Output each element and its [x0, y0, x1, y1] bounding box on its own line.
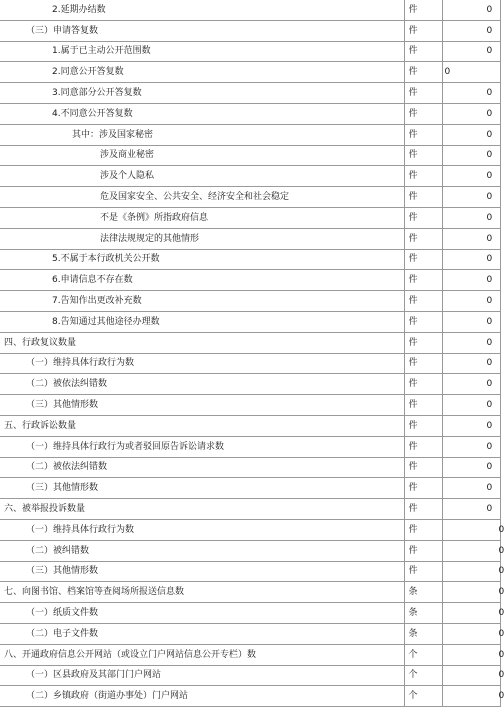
- row-label: 法律法规规定的其他情形: [0, 228, 404, 249]
- table-row: [0, 62, 500, 83]
- table-row: [0, 249, 500, 270]
- table-row: [0, 603, 500, 624]
- row-label: 六、被举报投诉数量: [0, 499, 404, 520]
- row-unit: 条: [404, 623, 442, 644]
- row-value: 0: [442, 332, 500, 353]
- table-row: [0, 83, 500, 104]
- row-unit: 件: [404, 374, 442, 395]
- row-unit: 件: [404, 0, 442, 20]
- row-unit: 件: [404, 561, 442, 582]
- row-value: 0: [442, 187, 500, 208]
- row-unit: 个: [404, 644, 442, 665]
- row-label: 2.延期办结数: [0, 0, 404, 20]
- table-row: [0, 332, 500, 353]
- row-value: 0: [442, 644, 500, 665]
- row-unit: 件: [404, 103, 442, 124]
- table-row: [0, 353, 500, 374]
- row-unit: 件: [404, 436, 442, 457]
- row-value: 0: [442, 686, 500, 707]
- table-row: [0, 686, 500, 707]
- row-unit: 件: [404, 395, 442, 416]
- table-row: [0, 207, 500, 228]
- table-row: [0, 540, 500, 561]
- table-row: [0, 478, 500, 499]
- row-value: 0: [442, 582, 500, 603]
- row-label: 5.不属于本行政机关公开数: [0, 249, 404, 270]
- row-unit: 件: [404, 311, 442, 332]
- row-label: （二）乡镇政府（街道办事处）门户网站: [0, 686, 404, 707]
- table-row: [0, 436, 500, 457]
- row-label: 八、开通政府信息公开网站（或设立门户网站信息公开专栏）数: [0, 644, 404, 665]
- row-label: （三）其他情形数: [0, 561, 404, 582]
- row-unit: 件: [404, 415, 442, 436]
- row-value: 0: [442, 0, 500, 20]
- row-value: 0: [442, 249, 500, 270]
- table-row: [0, 415, 500, 436]
- row-label: 七、向图书馆、档案馆等查阅场所报送信息数: [0, 582, 404, 603]
- row-value: 0: [442, 103, 500, 124]
- row-value: 0: [442, 457, 500, 478]
- table-row: [0, 374, 500, 395]
- table-row: [0, 311, 500, 332]
- row-label: （一）维持具体行政行为数: [0, 353, 404, 374]
- row-label: 1.属于已主动公开范围数: [0, 41, 404, 62]
- row-unit: 件: [404, 20, 442, 41]
- row-label: （二）被依法纠错数: [0, 457, 404, 478]
- row-label: （二）被纠错数: [0, 540, 404, 561]
- row-label: 四、行政复议数量: [0, 332, 404, 353]
- row-unit: 条: [404, 603, 442, 624]
- row-unit: 件: [404, 62, 442, 83]
- row-value: 0: [442, 540, 500, 561]
- row-unit: 件: [404, 249, 442, 270]
- table-row: [0, 499, 500, 520]
- row-label: （一）区县政府及其部门门户网站: [0, 665, 404, 686]
- row-value: 0: [442, 561, 500, 582]
- row-value: 0: [442, 124, 500, 145]
- table-row: [0, 457, 500, 478]
- row-value: 0: [442, 311, 500, 332]
- row-unit: 件: [404, 41, 442, 62]
- row-unit: 件: [404, 83, 442, 104]
- table-row: [0, 291, 500, 312]
- row-value: 0: [442, 228, 500, 249]
- table-row: [0, 623, 500, 644]
- row-unit: 个: [404, 665, 442, 686]
- row-value: 0: [442, 623, 500, 644]
- row-value: 0: [442, 20, 500, 41]
- row-unit: 件: [404, 124, 442, 145]
- table-row: [0, 665, 500, 686]
- row-value: 0: [442, 207, 500, 228]
- row-label: 五、行政诉讼数量: [0, 415, 404, 436]
- row-unit: 件: [404, 291, 442, 312]
- row-unit: 件: [404, 499, 442, 520]
- row-label: 4.不同意公开答复数: [0, 103, 404, 124]
- row-label: 涉及个人隐私: [0, 166, 404, 187]
- row-label: （二）电子文件数: [0, 623, 404, 644]
- table-row: [0, 124, 500, 145]
- row-label: （三）其他情形数: [0, 478, 404, 499]
- table-row: [0, 582, 500, 603]
- row-label: 危及国家安全、公共安全、经济安全和社会稳定: [0, 187, 404, 208]
- row-value: 0: [442, 83, 500, 104]
- row-unit: 个: [404, 686, 442, 707]
- row-label: （一）维持具体行政行为或者驳回原告诉讼请求数: [0, 436, 404, 457]
- row-label: 不是《条例》所指政府信息: [0, 207, 404, 228]
- row-unit: 件: [404, 187, 442, 208]
- row-unit: 件: [404, 166, 442, 187]
- table-row: [0, 41, 500, 62]
- table-row: [0, 228, 500, 249]
- row-unit: 件: [404, 478, 442, 499]
- row-unit: 件: [404, 457, 442, 478]
- table-row: [0, 395, 500, 416]
- row-value: 0: [442, 291, 500, 312]
- row-label: 2.同意公开答复数: [0, 62, 404, 83]
- row-unit: 件: [404, 270, 442, 291]
- row-value: 0: [442, 62, 500, 83]
- row-value: 0: [442, 395, 500, 416]
- row-value: 0: [442, 436, 500, 457]
- table-row: [0, 644, 500, 665]
- row-unit: 件: [404, 353, 442, 374]
- row-unit: 件: [404, 228, 442, 249]
- row-value: 0: [442, 353, 500, 374]
- row-unit: 件: [404, 332, 442, 353]
- row-label: 8.告知通过其他途径办理数: [0, 311, 404, 332]
- row-value: 0: [442, 519, 500, 540]
- table-row: [0, 103, 500, 124]
- row-label: （一）维持具体行政行为数: [0, 519, 404, 540]
- table-row: [0, 166, 500, 187]
- table-row: [0, 145, 500, 166]
- row-label: 其中：涉及国家秘密: [0, 124, 404, 145]
- row-label: （二）被依法纠错数: [0, 374, 404, 395]
- table-row: [0, 187, 500, 208]
- table-row: [0, 0, 500, 20]
- row-value: 0: [442, 415, 500, 436]
- row-value: 0: [442, 145, 500, 166]
- row-value: 0: [442, 603, 500, 624]
- row-value: 0: [442, 478, 500, 499]
- row-label: 涉及商业秘密: [0, 145, 404, 166]
- row-value: 0: [442, 41, 500, 62]
- row-label: （三）其他情形数: [0, 395, 404, 416]
- row-unit: 件: [404, 145, 442, 166]
- row-unit: 条: [404, 582, 442, 603]
- row-label: 6.申请信息不存在数: [0, 270, 404, 291]
- row-value: 0: [442, 499, 500, 520]
- row-label: （一）纸质文件数: [0, 603, 404, 624]
- row-value: 0: [442, 166, 500, 187]
- row-value: 0: [442, 270, 500, 291]
- row-value: 0: [442, 665, 500, 686]
- table-row: [0, 519, 500, 540]
- row-unit: 件: [404, 540, 442, 561]
- row-label: 7.告知作出更改补充数: [0, 291, 404, 312]
- table-row: [0, 561, 500, 582]
- row-label: 3.同意部分公开答复数: [0, 83, 404, 104]
- row-label: （三）申请答复数: [0, 20, 404, 41]
- row-unit: 件: [404, 207, 442, 228]
- table-row: [0, 20, 500, 41]
- row-unit: 件: [404, 519, 442, 540]
- row-value: 0: [442, 374, 500, 395]
- table-row: [0, 270, 500, 291]
